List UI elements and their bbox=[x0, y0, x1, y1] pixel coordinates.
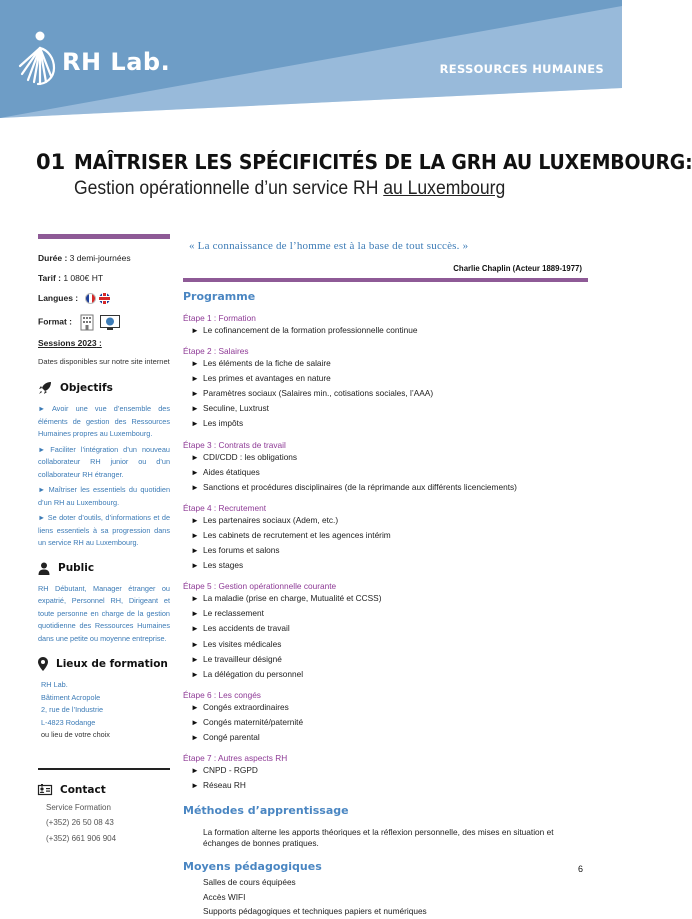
programme-item: ► Les forums et salons bbox=[183, 543, 588, 558]
languages-label: Langues : bbox=[38, 293, 79, 303]
programme-step-title: Étape 4 : Recrutement bbox=[183, 502, 267, 513]
logo-icon bbox=[18, 28, 60, 88]
location-heading bbox=[38, 657, 170, 671]
methods-title: Méthodes d’apprentissage bbox=[183, 804, 349, 818]
objective-item: ► Faciliter l’intégration d’un nouveau collaborateur RH junior ou d’un collaborateur RH étranger. bbox=[38, 444, 170, 479]
uk-flag-icon bbox=[99, 293, 110, 304]
duration-label: Durée : bbox=[38, 253, 68, 263]
programme-steps bbox=[183, 313, 588, 793]
programme-item: ► Le cofinancement de la formation professionnelle continue bbox=[183, 323, 588, 338]
resource-item: Salles de cours équipées bbox=[203, 877, 296, 888]
rocket-icon bbox=[38, 381, 52, 395]
french-flag-icon bbox=[85, 293, 96, 304]
location-title: Lieux de formation bbox=[56, 658, 168, 671]
sessions-suffix: : bbox=[96, 338, 102, 349]
programme-item: ► Paramètres sociaux (Salaires min., cotisations sociales, l’AAA) bbox=[183, 386, 588, 401]
sidebar-divider-top bbox=[38, 234, 170, 239]
resources-list bbox=[183, 875, 588, 919]
price-line bbox=[38, 273, 170, 283]
main-divider bbox=[183, 278, 588, 282]
course-number: 01 bbox=[36, 150, 66, 174]
programme-item: ► CNPD - RGPD bbox=[183, 763, 588, 778]
duration-line bbox=[38, 253, 170, 263]
programme-step-title: Étape 2 : Salaires bbox=[183, 346, 249, 357]
programme-item: ► Les partenaires sociaux (Adem, etc.) bbox=[183, 513, 588, 528]
programme-item: ► Les primes et avantages en nature bbox=[183, 371, 588, 386]
public-text: RH Débutant, Manager étranger ou expatrié, Personnel RH, Dirigeant et toute personne en charge de la gestion quotidienne des Ressources Humaines dans une petite ou moyenne entreprise. bbox=[38, 583, 170, 643]
programme-item: ► Sanctions et procédures disciplinaires (de la réprimande aux différents licenciements) bbox=[183, 480, 588, 495]
location-line: L-4823 Rodange bbox=[41, 717, 96, 727]
objective-item: ► Maîtriser les essentiels du quotidien d’un RH au Luxembourg. bbox=[38, 485, 170, 507]
programme-title: Programme bbox=[183, 290, 256, 303]
location-line: RH Lab. bbox=[41, 680, 68, 690]
programme-item: ► Congé parental bbox=[183, 730, 588, 745]
sidebar-divider-bottom bbox=[38, 768, 170, 770]
public-title: Public bbox=[58, 562, 95, 575]
quote: « La connaissance de l’homme est à la base de tout succès. » bbox=[189, 240, 469, 252]
programme-item: ► Les visites médicales bbox=[183, 637, 588, 652]
languages-line bbox=[38, 293, 170, 304]
subtitle-underlined: au Luxembourg bbox=[383, 177, 506, 199]
programme-item: ► Les accidents de travail bbox=[183, 621, 588, 636]
price-value: 1 080€ HT bbox=[60, 273, 104, 283]
programme-item: ► Aides étatiques bbox=[183, 465, 588, 480]
category-label: RESSOURCES HUMAINES bbox=[439, 62, 604, 76]
logo-text: RH Lab. bbox=[62, 48, 171, 76]
resource-item: Supports pédagogiques et techniques papiers et numériques bbox=[203, 906, 427, 917]
programme-item: ► CDI/CDD : les obligations bbox=[183, 450, 588, 465]
programme-item: ► Réseau RH bbox=[183, 778, 588, 793]
location-line: 2, rue de l’Industrie bbox=[41, 705, 104, 715]
page-number: 6 bbox=[578, 864, 584, 874]
sessions-label: Sessions 2023 bbox=[38, 338, 97, 349]
building-icon bbox=[80, 314, 94, 330]
contact-title: Contact bbox=[60, 783, 106, 796]
programme-step-title: Étape 7 : Autres aspects RH bbox=[183, 753, 288, 764]
format-label: Format : bbox=[38, 316, 72, 327]
objective-item: ► Avoir une vue d’ensemble des éléments de gestion des Ressources Humaines propres au Luxembourg. bbox=[38, 404, 170, 439]
location-pin-icon bbox=[38, 657, 48, 671]
programme-item: ► Les cabinets de recrutement et les agences intérim bbox=[183, 528, 588, 543]
objectives-heading bbox=[38, 381, 170, 395]
contact-card-icon bbox=[38, 784, 52, 795]
methods-text: La formation alterne les apports théoriques et la réflexion personnelle, des mises en situation et échanges de bonnes pratiques. bbox=[203, 827, 554, 849]
objective-item: ► Se doter d’outils, d’informations et de liens essentiels à sa progression dans un service RH au Luxembourg. bbox=[38, 513, 170, 548]
subtitle-text: Gestion opérationnelle d’un service RH bbox=[74, 177, 384, 199]
objectives-title: Objectifs bbox=[60, 382, 113, 395]
format-line bbox=[38, 314, 170, 330]
price-label: Tarif : bbox=[38, 273, 61, 283]
contact-line: Service Formation bbox=[46, 802, 111, 812]
resources-title: Moyens pédagogiques bbox=[183, 860, 322, 874]
online-screen-icon bbox=[100, 315, 120, 330]
programme-item: ► Seculine, Luxtrust bbox=[183, 401, 588, 416]
location-line: Bâtiment Acropole bbox=[41, 692, 101, 702]
contact-phone: (+352) 26 50 08 43 bbox=[46, 818, 114, 828]
duration-value: 3 demi-journées bbox=[67, 253, 131, 263]
programme-item: ► Les impôts bbox=[183, 416, 588, 431]
programme-item: ► Congés extraordinaires bbox=[183, 700, 588, 715]
contact-mobile: (+352) 661 906 904 bbox=[46, 833, 117, 843]
programme-item: ► La délégation du personnel bbox=[183, 667, 588, 682]
sessions-note: Dates disponibles sur notre site internet bbox=[38, 357, 170, 367]
programme-item: ► Congés maternité/paternité bbox=[183, 715, 588, 730]
person-icon bbox=[38, 562, 50, 575]
quote-author: Charlie Chaplin (Acteur 1889-1977) bbox=[453, 264, 582, 273]
programme-step-title: Étape 5 : Gestion opérationnelle courante bbox=[183, 581, 337, 592]
location-extra: ou lieu de votre choix bbox=[41, 730, 110, 740]
public-heading bbox=[38, 562, 170, 575]
programme-item: ► Le reclassement bbox=[183, 606, 588, 621]
sessions-heading bbox=[38, 338, 170, 348]
contact-heading bbox=[38, 784, 170, 796]
programme-item: ► La maladie (prise en charge, Mutualité et CCSS) bbox=[183, 591, 588, 606]
main-content bbox=[183, 234, 588, 919]
programme-step-title: Étape 3 : Contrats de travail bbox=[183, 439, 286, 450]
programme-item: ► Les stages bbox=[183, 558, 588, 573]
programme-item: ► Les éléments de la fiche de salaire bbox=[183, 356, 588, 371]
programme-step-title: Étape 1 : Formation bbox=[183, 313, 256, 323]
course-subtitle bbox=[74, 177, 505, 200]
course-title: MAÎTRISER LES SPÉCIFICITÉS DE LA GRH AU LUXEMBOURG: bbox=[74, 150, 692, 174]
programme-step-title: Étape 6 : Les congés bbox=[183, 689, 261, 700]
sidebar bbox=[38, 234, 170, 846]
resource-item: Accès WIFI bbox=[203, 891, 246, 902]
programme-item: ► Le travailleur désigné bbox=[183, 652, 588, 667]
